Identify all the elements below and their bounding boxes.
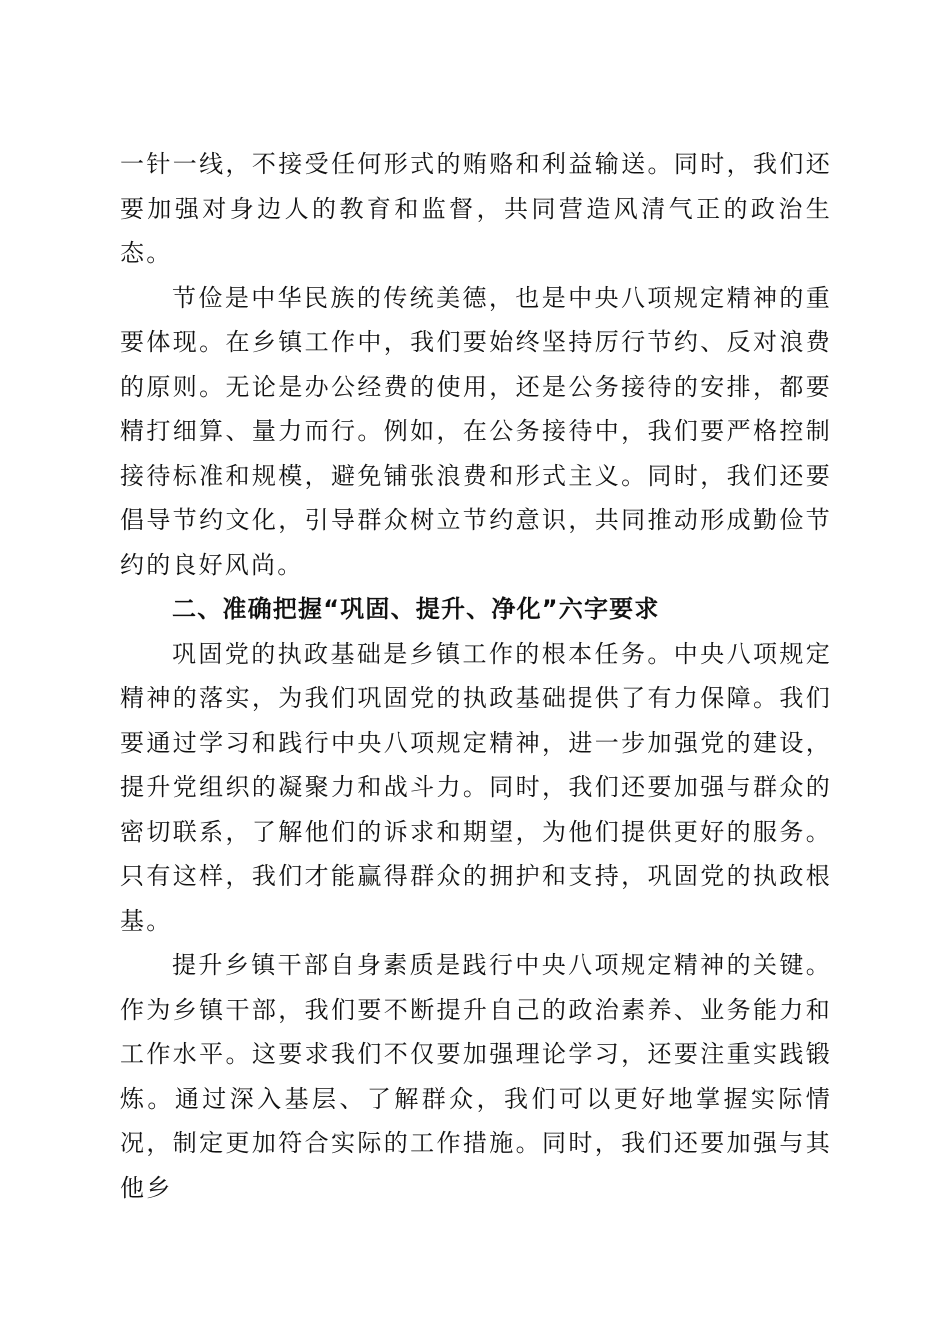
paragraph-frugality: 节俭是中华民族的传统美德，也是中央八项规定精神的重要体现。在乡镇工作中，我们要始终坚持厉行节约、反对浪费的原则。无论是办公经费的使用，还是公务接待的安排，都要精打细算、量力而行。例如，在公务接待中，我们要严格控制接待标准和规模，避免铺张浪费和形式主义。同时，我们还要倡导节约文化，引导群众树立节约意识，共同推动形成勤俭节约的良好风尚。 <box>120 283 832 579</box>
document-body <box>120 142 832 1210</box>
paragraph-improve: 提升乡镇干部自身素质是践行中央八项规定精神的关键。作为乡镇干部，我们要不断提升自己的政治素养、业务能力和工作水平。这要求我们不仅要加强理论学习，还要注重实践锻炼。通过深入基层、了解群众，我们可以更好地掌握实际情况，制定更加符合实际的工作措施。同时，我们还要加强与其他乡 <box>120 951 832 1202</box>
section-heading-two: 二、准确把握“巩固、提升、净化”六字要求 <box>172 595 660 623</box>
paragraph-consolidate: 巩固党的执政基础是乡镇工作的根本任务。中央八项规定精神的落实，为我们巩固党的执政基础提供了有力保障。我们要通过学习和践行中央八项规定精神，进一步加强党的建设，提升党组织的凝聚力和战斗力。同时，我们还要加强与群众的密切联系，了解他们的诉求和期望，为他们提供更好的服务。只有这样，我们才能赢得群众的拥护和支持，巩固党的执政根基。 <box>120 639 832 935</box>
paragraph-continuation: 一针一线，不接受任何形式的贿赂和利益输送。同时，我们还要加强对身边人的教育和监督，共同营造风清气正的政治生态。 <box>120 150 832 267</box>
